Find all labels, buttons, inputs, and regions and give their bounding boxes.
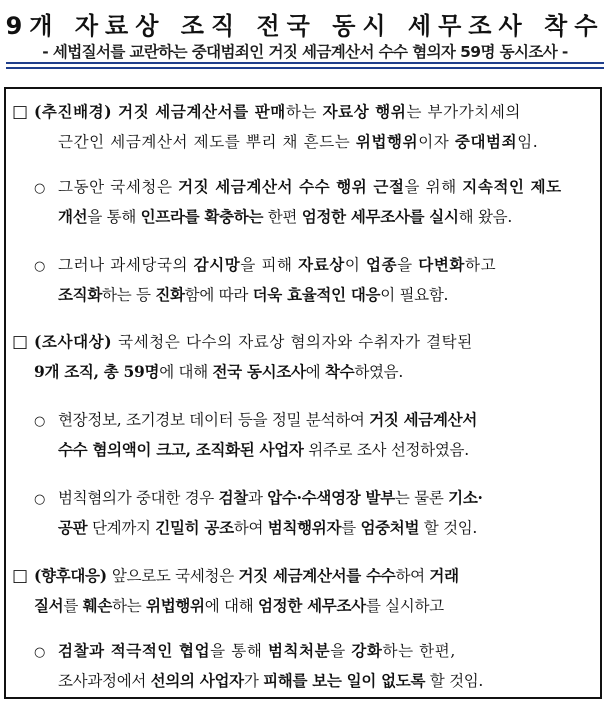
square-bullet-icon: □ bbox=[12, 102, 28, 122]
bold-text-run: 엄중처벌 bbox=[360, 518, 420, 537]
bold-text-run: 검찰 bbox=[218, 488, 248, 507]
page-title: 9개 자료상 조직 전국 동시 세무조사 착수 bbox=[5, 12, 605, 40]
bold-text-run: 지속적인 제도 bbox=[462, 177, 562, 196]
bold-text-run: 훼손 bbox=[82, 596, 113, 615]
content-box bbox=[4, 87, 602, 699]
text-run: 단계까지 bbox=[87, 519, 156, 537]
bold-text-run: 9개 조직, 총 59명 bbox=[34, 362, 160, 381]
text-run: 하고 bbox=[465, 256, 497, 274]
text-run: 하는 bbox=[285, 103, 323, 121]
text-run: 를 bbox=[63, 597, 83, 615]
bold-text-run: 위법행위 bbox=[355, 132, 419, 151]
bold-text-run: 엄정한 세무조사 bbox=[258, 596, 366, 615]
bold-text-run: 감시망 bbox=[193, 255, 241, 274]
bold-text-run: 긴밀히 공조 bbox=[155, 518, 234, 537]
bold-text-run: 공판 bbox=[58, 518, 88, 537]
text-run: 조사과정에서 bbox=[58, 672, 151, 690]
bold-text-run: 범칙처분 bbox=[267, 641, 331, 660]
bold-text-run: 중대범죄 bbox=[454, 132, 518, 151]
text-run: 과 bbox=[247, 489, 268, 507]
square-bullet-icon: □ bbox=[12, 332, 28, 352]
bold-text-run: (추진배경) bbox=[34, 102, 119, 121]
circle-bullet-icon: ○ bbox=[34, 492, 46, 507]
text-run: 앞으로도 국세청은 bbox=[111, 567, 239, 585]
paragraph-line bbox=[34, 102, 521, 122]
text-run: 에 bbox=[305, 363, 325, 381]
text-run: 임. bbox=[517, 133, 539, 151]
circle-bullet-icon: ○ bbox=[34, 414, 46, 429]
bold-text-run: 범칙행위자 bbox=[267, 518, 342, 537]
paragraph-line bbox=[58, 410, 477, 430]
text-run: 을 위해 bbox=[404, 178, 463, 196]
text-run: 는 부가가치세의 bbox=[406, 103, 521, 121]
paragraph-line bbox=[58, 207, 512, 227]
bold-text-run: 전국 동시조사 bbox=[212, 362, 306, 381]
paragraph-line bbox=[58, 671, 483, 691]
bold-text-run: 강화 bbox=[351, 641, 383, 660]
text-run: 할 것임. bbox=[425, 672, 484, 690]
bold-text-run: 거래 bbox=[429, 566, 459, 585]
circle-bullet-icon: ○ bbox=[34, 645, 46, 660]
title-divider-bottom bbox=[6, 67, 604, 69]
bold-text-run: 검찰과 적극적인 협업 bbox=[58, 641, 211, 660]
text-run: 는 물론 bbox=[394, 489, 449, 507]
text-run: 해 왔음. bbox=[458, 208, 512, 226]
bold-text-run: 거짓 세금계산서 수수 행위 근절 bbox=[178, 177, 405, 196]
paragraph-line bbox=[58, 488, 483, 508]
text-run: 가 bbox=[243, 672, 264, 690]
text-run: 할 것임. bbox=[419, 519, 478, 537]
bold-text-run: 수수 혐의액이 크고, 조직화된 사업자 bbox=[58, 440, 304, 459]
paragraph-line bbox=[58, 132, 538, 152]
text-run: 국세청은 다수의 자료상 혐의자와 수취자가 결탁된 bbox=[118, 333, 473, 351]
text-run: 이 필요함. bbox=[380, 286, 449, 304]
text-run: 그러나 과세당국의 bbox=[58, 256, 194, 274]
bold-text-run: 거짓 세금계산서 bbox=[369, 410, 477, 429]
bold-text-run: 선의의 사업자 bbox=[150, 671, 244, 690]
title-divider-top bbox=[6, 62, 604, 64]
text-run: 이자 bbox=[418, 133, 455, 151]
bold-text-run: 거짓 세금계산서를 수수 bbox=[238, 566, 396, 585]
text-run: 근간인 세금계산서 제도를 뿌리 채 흔드는 bbox=[58, 133, 356, 151]
bold-text-run: 인프라를 확충하는 bbox=[140, 207, 264, 226]
text-run: 에 대해 bbox=[159, 363, 213, 381]
paragraph-line bbox=[34, 566, 459, 586]
paragraph-line bbox=[58, 641, 456, 661]
bold-text-run: 자료상 bbox=[298, 255, 345, 274]
text-run: 함에 따라 bbox=[184, 286, 253, 304]
bold-text-run: 자료상 행위 bbox=[322, 102, 407, 121]
bold-text-run: 조직화 bbox=[58, 285, 103, 304]
paragraph-line bbox=[58, 177, 562, 197]
bold-text-run: 피해를 보는 일이 없도록 bbox=[263, 671, 426, 690]
paragraph-line bbox=[58, 518, 477, 538]
paragraph-line bbox=[34, 596, 444, 616]
text-run: 위주로 조사 선정하였음. bbox=[303, 441, 469, 459]
bold-text-run: 업종 bbox=[366, 255, 398, 274]
bold-text-run: 착수 bbox=[324, 362, 355, 381]
text-run: 범칙혐의가 중대한 경우 bbox=[58, 489, 219, 507]
text-run: 를 실시하고 bbox=[365, 597, 444, 615]
circle-bullet-icon: ○ bbox=[34, 259, 46, 274]
page-subtitle: - 세법질서를 교란하는 중대범죄인 거짓 세금계산서 수수 혐의자 59명 동시조사 - bbox=[42, 43, 568, 61]
bold-text-run: 엄정한 세무조사를 실시 bbox=[301, 207, 459, 226]
paragraph-line bbox=[34, 332, 473, 352]
text-run: 을 피해 bbox=[240, 256, 299, 274]
text-run: 그동안 국세청은 bbox=[58, 178, 179, 196]
text-run: 이 bbox=[344, 256, 366, 274]
text-run: 에 대해 bbox=[204, 597, 258, 615]
bold-text-run: 개선 bbox=[58, 207, 88, 226]
text-run: 하여 bbox=[233, 519, 268, 537]
paragraph-line bbox=[58, 285, 448, 305]
text-run: 하는 bbox=[112, 597, 147, 615]
paragraph-line bbox=[58, 440, 469, 460]
text-run: 하여 bbox=[395, 567, 430, 585]
text-run: 를 bbox=[341, 519, 361, 537]
bold-text-run: 압수·수색영장 발부 bbox=[267, 488, 395, 507]
paragraph-line bbox=[58, 255, 496, 275]
bold-text-run: 위법행위 bbox=[146, 596, 205, 615]
text-run: 을 통해 bbox=[210, 642, 268, 660]
paragraph-line bbox=[34, 362, 403, 382]
text-run: 한편 bbox=[263, 208, 302, 226]
bold-text-run: 거짓 세금계산서를 판매 bbox=[118, 102, 286, 121]
bold-text-run: (향후대응) bbox=[34, 566, 112, 585]
bold-text-run: 더욱 효율적인 대응 bbox=[252, 285, 381, 304]
bold-text-run: 질서 bbox=[34, 596, 64, 615]
text-run: 현장정보, 조기경보 데이터 등을 정밀 분석하여 bbox=[58, 411, 370, 429]
text-run: 하는 등 bbox=[102, 286, 156, 304]
square-bullet-icon: □ bbox=[12, 566, 28, 586]
text-run: 하였음. bbox=[354, 363, 403, 381]
text-run: 하는 한편, bbox=[382, 642, 456, 660]
circle-bullet-icon: ○ bbox=[34, 181, 46, 196]
text-run: 을 통해 bbox=[87, 208, 141, 226]
bold-text-run: (조사대상) bbox=[34, 332, 119, 351]
text-run: 을 bbox=[397, 256, 419, 274]
bold-text-run: 기소· bbox=[448, 488, 483, 507]
bold-text-run: 진화 bbox=[155, 285, 185, 304]
text-run: 을 bbox=[330, 642, 352, 660]
bold-text-run: 다변화 bbox=[418, 255, 465, 274]
